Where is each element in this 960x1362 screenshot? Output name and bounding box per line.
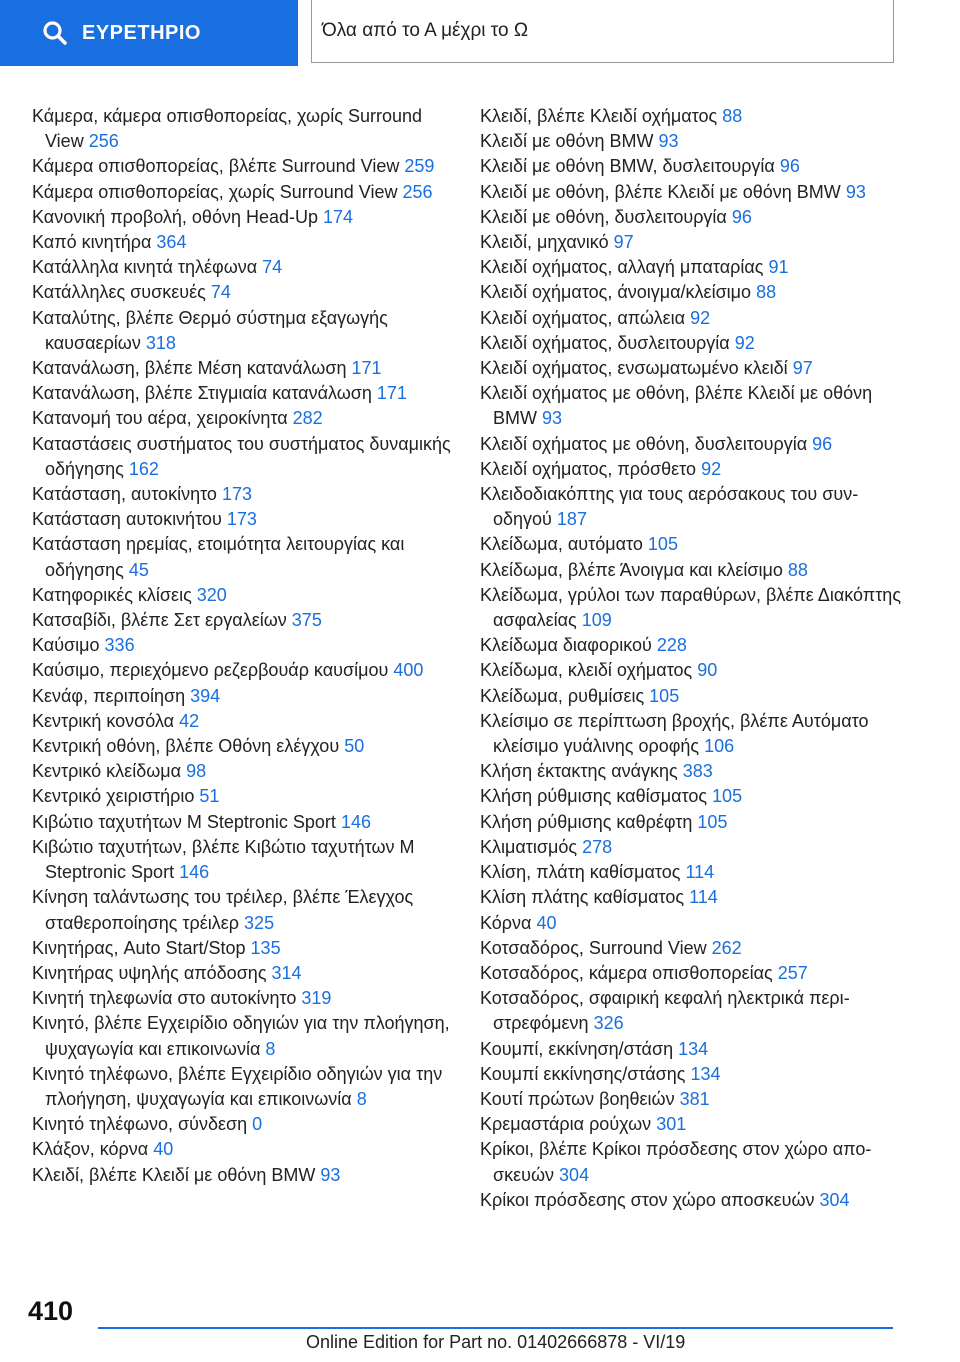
entry-text: Κλειδί με οθόνη, βλέπε Κλειδί με οθόνη BMW [480,181,841,202]
entry-text: Κινητήρας, Auto Start/Stop [32,937,246,958]
index-entry [480,860,910,885]
index-entry [32,684,452,709]
entry-page-link[interactable]: 105 [649,685,680,706]
entry-page-link[interactable]: 304 [559,1164,590,1185]
edition-footer: Online Edition for Part no. 01402666878 - VI/19 [306,1332,686,1352]
entry-text: Κατάσταση αυτοκινήτου [32,509,222,530]
index-entry [480,331,910,356]
entry-page-link[interactable]: 40 [536,912,557,933]
entry-text: Κλείδωμα, αυτόματο [480,534,643,555]
entry-page-link[interactable]: 106 [704,736,735,757]
entry-text: Κινητό, βλέπε Εγχειρίδιο οδηγιών για την πλοήγηση, ψυχαγωγία και επικοινωνία [32,1013,450,1059]
entry-page-link[interactable]: 259 [404,156,435,177]
index-entry [480,280,910,305]
entry-text: Κλειδί οχήματος με οθόνη, δυσλειτουργία [480,433,808,454]
entry-text: Κατάλληλα κινητά τηλέφωνα [32,257,258,278]
footer-divider [98,1327,893,1329]
index-entry [32,1137,452,1162]
entry-page-link[interactable]: 8 [356,1088,367,1109]
entry-page-link[interactable]: 96 [731,206,752,227]
entry-page-link[interactable]: 278 [582,836,613,857]
entry-text: Κλειδί οχήματος με οθόνη, βλέπε Κλειδί με οθόνη BMW [480,383,873,429]
entry-text: Κλήση ρύθμισης καθρέφτη [480,811,693,832]
index-entry [480,961,910,986]
entry-page-link[interactable]: 88 [722,106,743,126]
page-number: 410 [28,1296,74,1326]
index-entry [32,936,452,961]
entry-page-link[interactable]: 74 [210,282,231,303]
index-entry [480,1112,910,1137]
entry-page-link[interactable]: 105 [712,786,743,807]
entry-text: Κίνηση ταλάντωσης του τρέιλερ, βλέπε Έλεγχος σταθεροποίησης τρέιλερ [32,887,414,933]
entry-page-link[interactable]: 257 [777,962,808,983]
index-entry [480,709,910,759]
entry-page-link[interactable]: 134 [678,1038,709,1059]
index-entry [480,432,910,457]
entry-page-link[interactable]: 228 [656,635,687,656]
index-tab[interactable] [0,0,298,66]
entry-page-link[interactable]: 98 [186,761,207,782]
index-entry [480,1062,910,1087]
index-entry [480,583,910,633]
entry-page-link[interactable]: 135 [250,937,281,958]
entry-page-link[interactable]: 326 [593,1013,624,1034]
entry-page-link[interactable]: 375 [291,610,322,631]
entry-page-link[interactable]: 187 [556,509,587,530]
entry-text: Κινητό τηλέφωνο, σύνδεση [32,1114,248,1135]
entry-text: Κατανάλωση, βλέπε Στιγμιαία κατανάλωση [32,383,372,404]
entry-page-link[interactable]: 320 [196,584,227,605]
index-entry [32,583,452,608]
entry-page-link[interactable]: 301 [656,1114,687,1135]
index-column-right [480,104,910,1213]
index-entry [32,810,452,835]
entry-page-link[interactable]: 319 [301,988,332,1009]
index-entry [32,104,452,154]
index-entry [480,104,910,129]
entry-page-link[interactable]: 162 [128,458,159,479]
entry-page-link[interactable]: 325 [244,912,275,933]
entry-page-link[interactable]: 42 [179,710,200,731]
entry-text: Κλειδί οχήματος, απώλεια [480,307,686,328]
index-entry [480,532,910,557]
entry-page-link[interactable]: 109 [581,610,612,631]
entry-page-link[interactable]: 394 [190,685,221,706]
entry-page-link[interactable]: 92 [690,307,711,328]
entry-text: Κουμπί, εκκίνηση/στάση [480,1038,674,1059]
entry-page-link[interactable]: 256 [88,131,119,152]
entry-text: Καταλύτης, βλέπε Θερμό σύστημα εξαγωγής καυσαερίων [32,307,388,353]
index-entry [480,810,910,835]
entry-text: Κλήση έκτακτης ανάγκης [480,761,678,782]
index-entry [480,986,910,1036]
entry-text: Κιβώτιο ταχυτήτων, βλέπε Κιβώτιο ταχυτήτων M Steptronic Sport [32,836,415,883]
index-entry [32,885,452,935]
index-entry [32,306,452,356]
index-entry [480,205,910,230]
index-entry [32,1112,452,1137]
index-entry [32,406,452,431]
index-entry [480,633,910,658]
entry-page-link[interactable]: 92 [701,458,722,479]
entry-page-link[interactable]: 93 [320,1164,341,1185]
index-entry [32,1163,452,1188]
index-entry [480,381,910,431]
entry-page-link[interactable]: 88 [787,559,808,580]
index-entry [32,482,452,507]
entry-page-link[interactable]: 400 [393,660,424,681]
entry-text: Κλείδωμα, κλειδί οχήματος [480,660,693,681]
entry-text: Κλειδί οχήματος, ενσωματωμένο κλειδί [480,358,788,379]
entry-text: Κλείδωμα διαφορικού [480,635,652,656]
entry-text: Κρίκοι πρόσδεσης στον χώρο αποσκευών [480,1189,815,1210]
entry-text: Καταστάσεις συστήματος του συστήματος δυναμικής οδήγησης [32,433,451,479]
entry-text: Κατανάλωση, βλέπε Μέση κατανάλωση [32,358,347,379]
entry-text: Κουμπί εκκίνησης/στάσης [480,1063,686,1084]
entry-text: Κοτσαδόρος, κάμερα οπισθοπορείας [480,962,773,983]
entry-text: Κλειδί με οθόνη, δυσλειτουργία [480,206,727,227]
entry-page-link[interactable]: 93 [845,181,866,202]
entry-page-link[interactable]: 146 [179,862,210,883]
entry-text: Καπό κινητήρα [32,232,152,253]
index-entry [480,911,910,936]
page-header [0,0,960,66]
a-to-z-tab-label: Όλα από το Α μέχρι το Ω [322,20,529,41]
entry-page-link[interactable]: 74 [262,257,283,278]
index-column-left [32,104,452,1188]
index-entry [32,381,452,406]
entry-text: Κινητό τηλέφωνο, βλέπε Εγχειρίδιο οδηγιών για την πλοήγηση, ψυχαγωγία και επικοινωνία [32,1063,443,1109]
entry-text: Κατάλληλες συσκευές [32,282,206,303]
entry-page-link[interactable]: 40 [153,1139,174,1160]
index-entry [32,255,452,280]
entry-text: Κάμερα, κάμερα οπισθοπορείας, χωρίς Surround View [32,106,423,152]
entry-page-link[interactable]: 171 [351,358,382,379]
index-entry [32,507,452,532]
entry-page-link[interactable]: 173 [221,484,253,505]
index-entry [480,482,910,532]
index-entry [32,154,452,179]
entry-text: Κατσαβίδι, βλέπε Σετ εργαλείων [32,610,287,631]
index-entry [32,658,452,683]
index-entry [32,230,452,255]
entry-page-link[interactable]: 318 [145,332,176,353]
entry-text: Κλείδωμα, βλέπε Άνοιγμα και κλείσιμο [480,559,783,580]
entry-text: Κλειδοδιακόπτης για τους αερόσακους του συνοδηγού [480,484,859,530]
entry-text: Κανονική προβολή, οθόνη Head-Up [32,206,318,227]
entry-page-link[interactable]: 173 [226,509,257,530]
index-entry [32,835,452,885]
entry-page-link[interactable]: 364 [156,232,187,253]
entry-text: Κόρνα [480,912,532,933]
entry-text: Κλειδί οχήματος, άνοιγμα/κλείσιμο [480,282,752,303]
index-entry [480,1087,910,1112]
index-entry [32,633,452,658]
index-entry [480,558,910,583]
entry-text: Κλείδωμα, ρυθμίσεις [480,685,645,706]
index-entry [32,280,452,305]
entry-page-link[interactable]: 51 [199,786,220,807]
index-entry [32,759,452,784]
entry-text: Κεντρική οθόνη, βλέπε Οθόνη ελέγχου [32,736,340,757]
entry-page-link[interactable]: 97 [613,232,634,253]
a-to-z-tab[interactable] [311,0,894,63]
entry-text: Κλίση πλάτης καθίσματος [480,887,685,908]
entry-page-link[interactable]: 304 [819,1189,850,1210]
entry-text: Κλειδί με οθόνη BMW, δυσλειτουργία [480,156,775,177]
entry-text: Κάμερα οπισθοπορείας, χωρίς Surround View [32,181,398,202]
entry-text: Κινητήρας υψηλής απόδοσης [32,962,267,983]
entry-page-link[interactable]: 92 [734,332,755,353]
index-entry [480,356,910,381]
entry-page-link[interactable]: 174 [323,206,354,227]
index-entry [32,784,452,809]
index-entry [32,734,452,759]
entry-text: Κατάσταση, αυτοκίνητο [32,484,217,505]
index-entry [32,608,452,633]
entry-text: Κενάφ, περιποίηση [32,685,186,706]
index-entry [32,180,452,205]
entry-text: Κινητή τηλεφωνία στο αυτοκίνητο [32,988,297,1009]
entry-page-link[interactable]: 336 [104,635,135,656]
entry-text: Κάμερα οπισθοπορείας, βλέπε Surround View [32,156,400,177]
entry-text: Κλειδί, βλέπε Κλειδί με οθόνη BMW [32,1164,316,1185]
entry-text: Κρίκοι, βλέπε Κρίκοι πρόσδεσης στον χώρο αποσκευών [480,1139,872,1185]
entry-text: Κλείδωμα, γρύλοι των παραθύρων, βλέπε Διακόπτης ασφαλείας [480,584,901,631]
entry-text: Κοτσαδόρος, σφαιρική κεφαλή ηλεκτρικά περιστρεφόμενη [480,988,850,1034]
entry-page-link[interactable]: 8 [265,1038,276,1059]
entry-page-link[interactable]: 262 [711,937,742,958]
entry-text: Κλείσιμο σε περίπτωση βροχής, βλέπε Αυτόματο κλείσιμο γυάλινης οροφής [480,710,869,757]
index-entry [480,658,910,683]
index-entry [480,885,910,910]
entry-page-link[interactable]: 88 [756,282,777,303]
entry-text: Καύσιμο, περιεχόμενο ρεζερβουάρ καυσίμου [32,660,389,681]
entry-page-link[interactable]: 314 [271,962,302,983]
entry-page-link[interactable]: 171 [376,383,407,404]
entry-text: Κεντρική κονσόλα [32,710,175,731]
index-entry [480,1188,910,1213]
entry-text: Κλειδί με οθόνη BMW [480,131,654,152]
entry-page-link[interactable]: 105 [647,534,678,555]
entry-page-link[interactable]: 91 [768,257,789,278]
entry-text: Κατανομή του αέρα, χειροκίνητα [32,408,288,429]
index-entry [480,180,910,205]
index-entry [480,835,910,860]
index-entry [480,684,910,709]
search-icon [42,20,68,46]
entry-text: Κλειδί οχήματος, πρόσθετο [480,458,697,479]
entry-text: Κλήση ρύθμισης καθίσματος [480,786,708,807]
entry-page-link[interactable]: 381 [679,1088,710,1109]
index-entry [32,961,452,986]
entry-text: Κλειδί, μηχανικό [480,232,609,253]
entry-text: Κατηφορικές κλίσεις [32,584,192,605]
entry-text: Κλιματισμός [480,836,578,857]
index-entry [480,457,910,482]
entry-page-link[interactable]: 114 [685,862,715,883]
index-entry [480,154,910,179]
entry-text: Κεντρικό χειριστήριο [32,786,195,807]
entry-page-link[interactable]: 93 [542,408,563,429]
entry-text: Κλειδί οχήματος, αλλαγή μπαταρίας [480,257,764,278]
entry-text: Κατάσταση ηρεμίας, ετοιμότητα λειτουργίας και οδήγησης [32,534,405,580]
index-entry [32,986,452,1011]
entry-text: Κλειδί, βλέπε Κλειδί οχήματος [480,106,718,126]
entry-page-link[interactable]: 45 [128,559,149,580]
entry-page-link[interactable]: 96 [779,156,800,177]
index-entry [32,356,452,381]
index-entry [32,205,452,230]
index-entry [32,709,452,734]
index-entry [32,1011,452,1061]
index-entry [32,432,452,482]
entry-page-link[interactable]: 93 [658,131,679,152]
entry-page-link[interactable]: 134 [690,1063,721,1084]
index-entry [32,532,452,582]
entry-text: Καύσιμο [32,635,100,656]
entry-page-link[interactable]: 0 [252,1114,263,1135]
index-entry [480,306,910,331]
index-entry [480,759,910,784]
entry-page-link[interactable]: 50 [344,736,365,757]
entry-page-link[interactable]: 383 [682,761,713,782]
index-entry [480,255,910,280]
entry-page-link[interactable]: 105 [697,811,728,832]
index-entry [32,1062,452,1112]
entry-page-link[interactable]: 282 [292,408,323,429]
entry-page-link[interactable]: 96 [812,433,833,454]
entry-page-link[interactable]: 97 [792,358,813,379]
entry-page-link[interactable]: 256 [402,181,433,202]
index-entry [480,784,910,809]
entry-page-link[interactable]: 114 [689,887,718,908]
entry-page-link[interactable]: 146 [340,811,371,832]
entry-text: Κρεμαστάρια ρούχων [480,1114,652,1135]
entry-text: Κλάξον, κόρνα [32,1139,149,1160]
entry-text: Κλίση, πλάτη καθίσματος [480,862,681,883]
entry-text: Κλειδί οχήματος, δυσλειτουργία [480,332,730,353]
index-entry [480,129,910,154]
index-entry [480,1137,910,1187]
entry-text: Κοτσαδόρος, Surround View [480,937,707,958]
entry-text: Κιβώτιο ταχυτήτων M Steptronic Sport [32,811,336,832]
entry-text: Κεντρικό κλείδωμα [32,761,182,782]
index-entry [480,936,910,961]
index-entry [480,230,910,255]
entry-page-link[interactable]: 90 [697,660,718,681]
index-tab-label: ΕΥΡΕΤΗΡΙΟ [82,21,201,44]
entry-text: Κουτί πρώτων βοηθειών [480,1088,675,1109]
index-entry [480,1037,910,1062]
